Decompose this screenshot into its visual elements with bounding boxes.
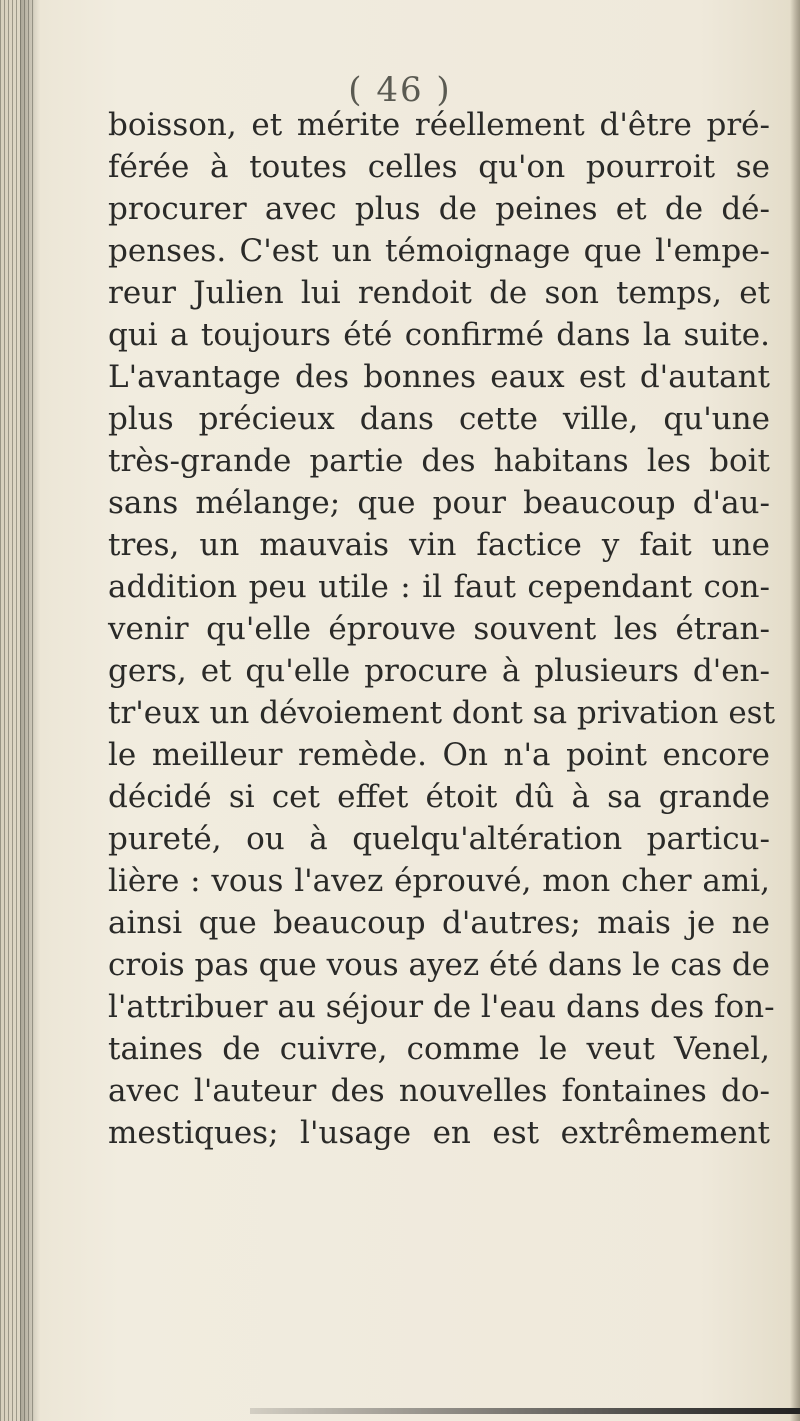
text-line: gers, et qu'elle procure à plusieurs d'en- [108,653,770,689]
text-line: avec l'auteur des nouvelles fontaines do- [108,1073,770,1109]
text-line: décidé si cet effet étoit dû à sa grande [108,779,770,815]
text-line: tr'eux un dévoiement dont sa privation est [108,695,776,731]
body-text [108,104,776,1154]
text-line: L'avantage des bonnes eaux est d'autant [108,359,770,395]
text-line: tres, un mauvais vin factice y fait une [108,527,770,563]
text-line: boisson, et mérite réellement d'être pré- [108,107,770,143]
text-line: le meilleur remède. On n'a point encore [108,737,770,773]
text-line: qui a toujours été confirmé dans la suite. [108,317,770,353]
text-line: addition peu utile : il faut cependant con- [108,569,770,605]
text-line: ainsi que beaucoup d'autres; mais je ne [108,905,770,941]
text-line: procurer avec plus de peines et de dé- [108,191,770,227]
text-line: crois pas que vous ayez été dans le cas de [108,947,771,983]
text-line: sans mélange; que pour beaucoup d'au- [108,485,770,521]
text-line: férée à toutes celles qu'on pourroit se [108,149,770,185]
gutter-shadow [20,0,40,1421]
text-line: mestiques; l'usage en est extrêmement [108,1115,770,1151]
text-line: lière : vous l'avez éprouvé, mon cher ami, [108,863,770,899]
text-line: venir qu'elle éprouve souvent les étran- [108,611,770,647]
text-line: pureté, ou à quelqu'altération particu- [108,821,770,857]
text-line: plus précieux dans cette ville, qu'une [108,401,770,437]
text-line: penses. C'est un témoignage que l'empe- [108,233,770,269]
text-line: très-grande partie des habitans les boit [108,443,770,479]
text-line: reur Julien lui rendoit de son temps, et [108,275,770,311]
page-number: ( 46 ) [348,70,452,110]
text-line: l'attribuer au séjour de l'eau dans des fon- [108,989,775,1025]
text-line: taines de cuivre, comme le veut Venel, [108,1031,770,1067]
bottom-page-edge [250,1408,800,1414]
page-right-edge [790,0,800,1421]
